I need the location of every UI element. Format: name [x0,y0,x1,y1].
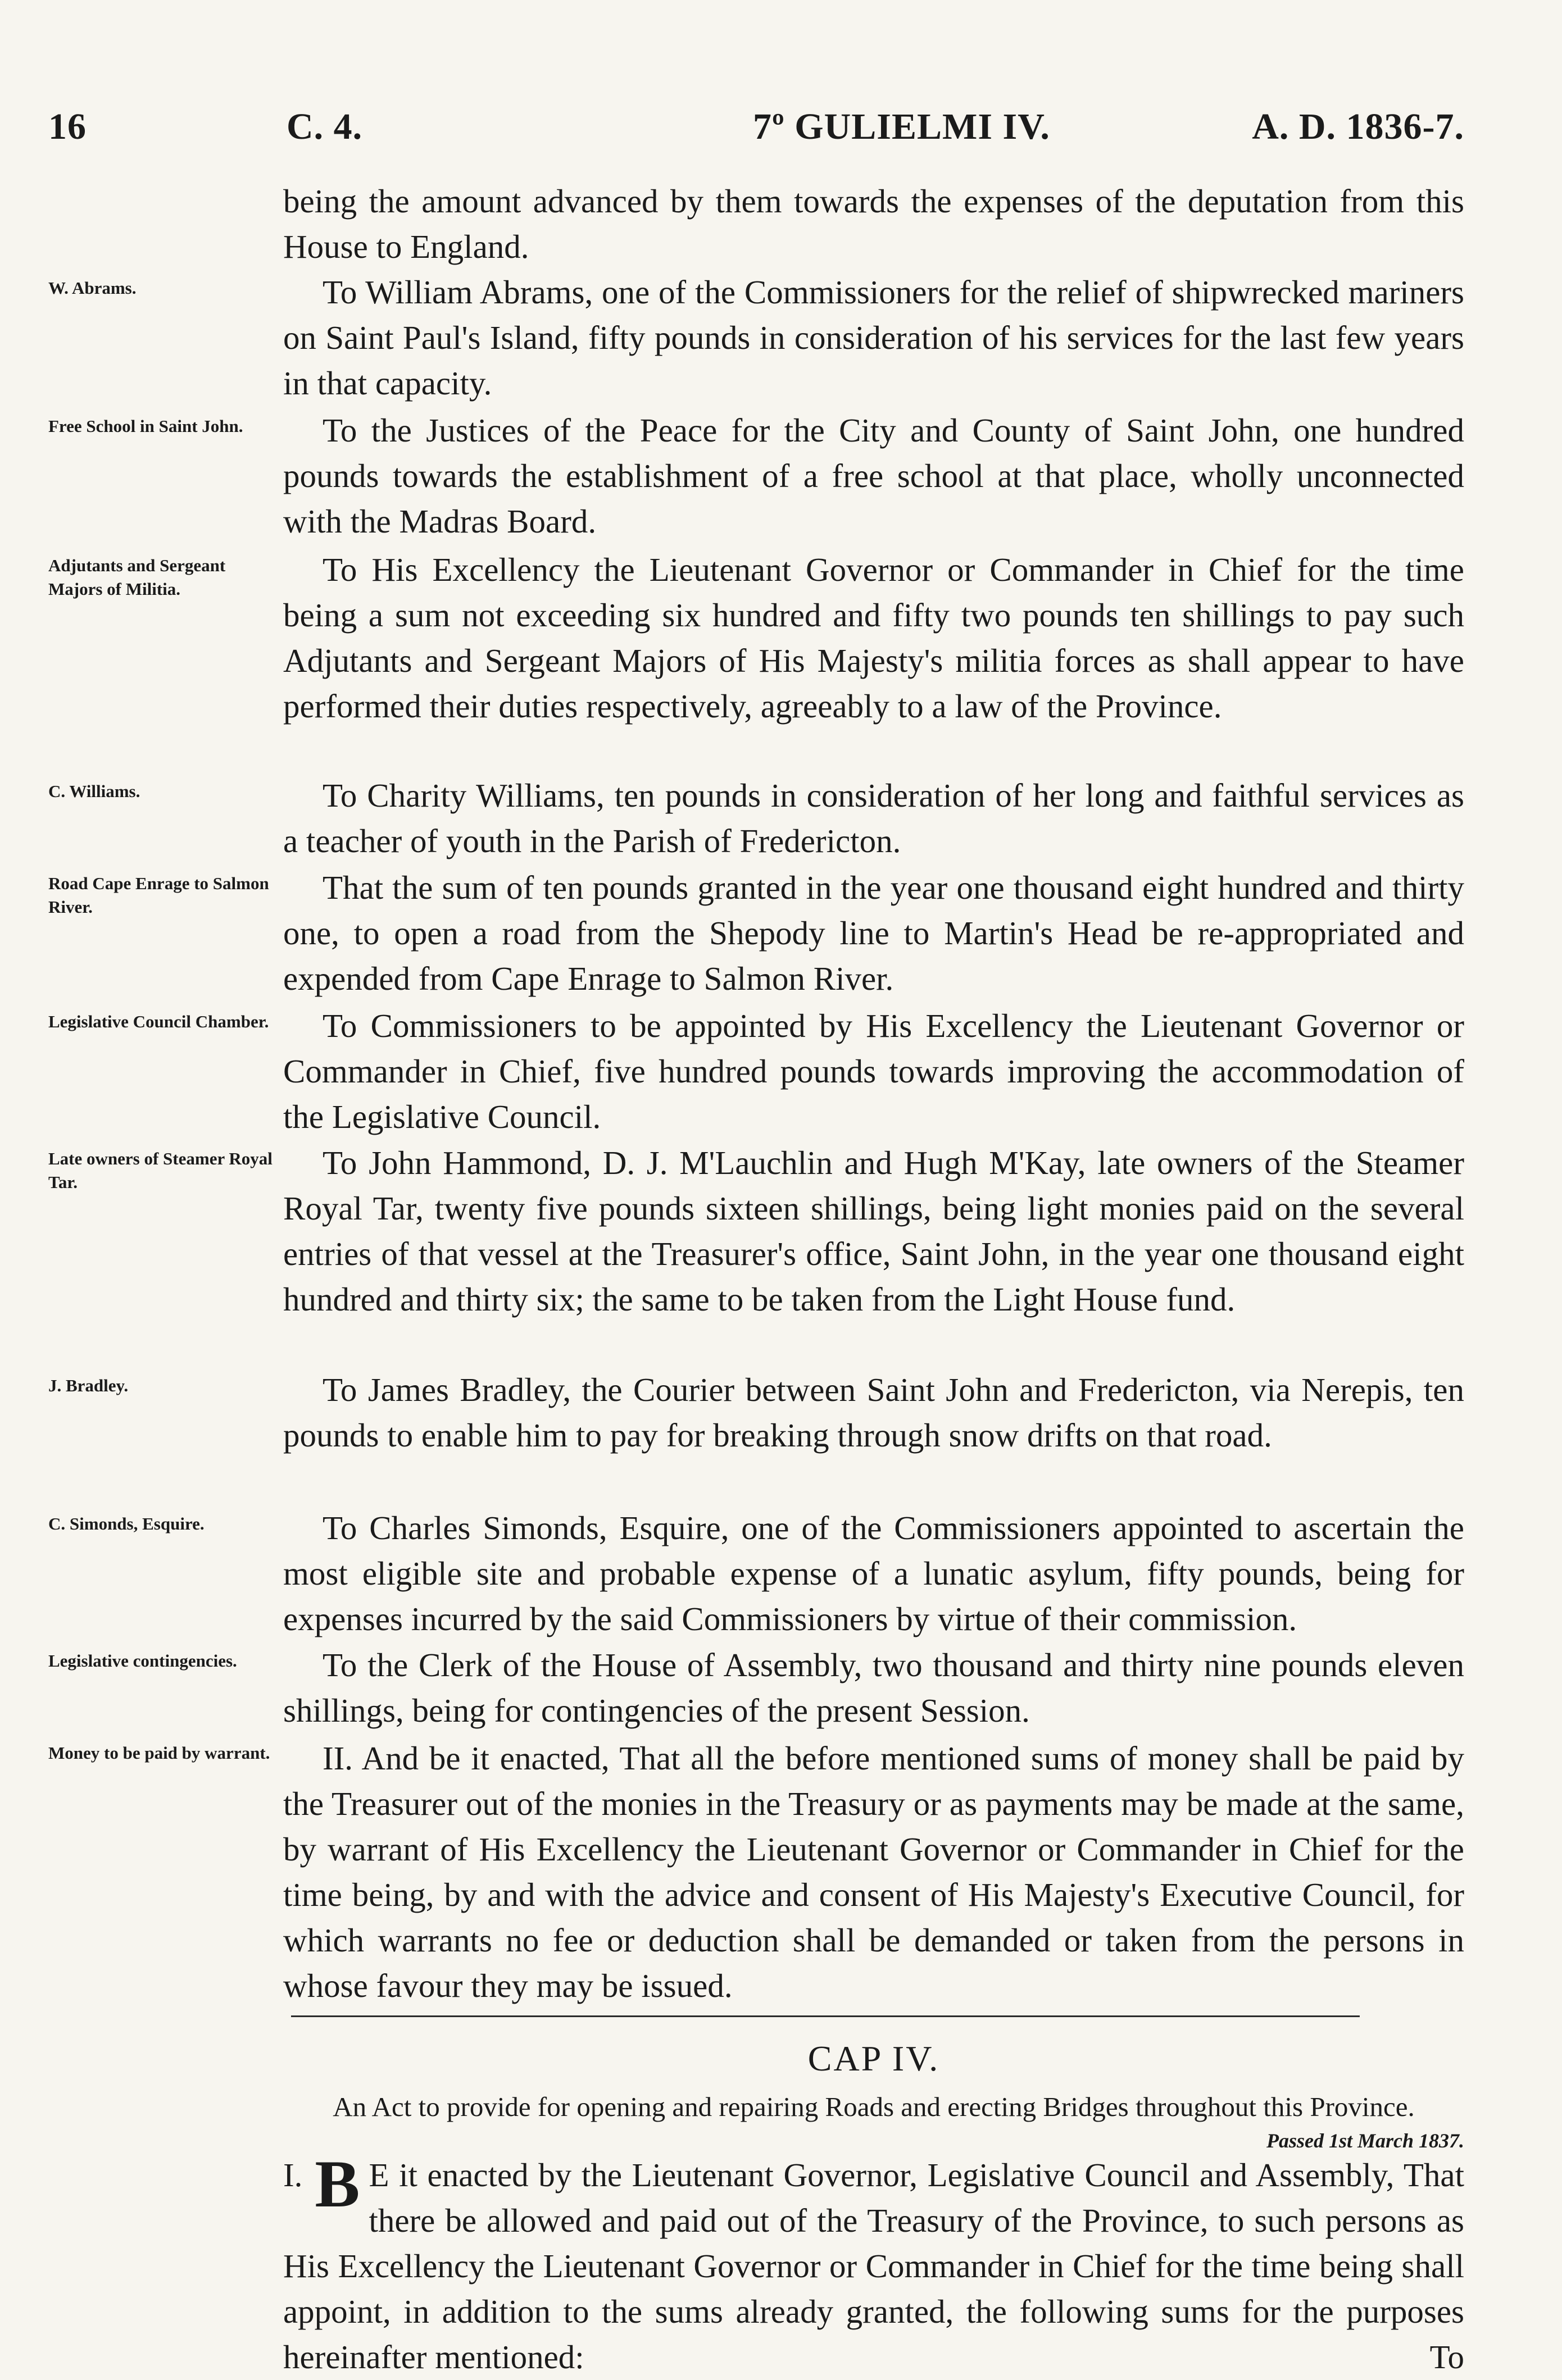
entry-text: To John Hammond, D. J. M'Lauchlin and Hugh M'Kay, late owners of the Steamer Royal Tar, twenty five pounds sixteen shillings, being light monies paid on the several entries of that vessel at the Treasurer's office, Saint John, in the year one thousand eight hundred and thirty six; the same to be taken from the Light House fund. [283,1144,1464,1318]
margin-note: C. Williams. [48,781,140,801]
entry-text: To Charles Simonds, Esquire, one of the Commissioners appointed to ascertain the most eligible site and probable expense of a lunatic asylum, fifty pounds, being for expenses incurred by the said Commissioners by virtue of their commission. [283,1509,1464,1637]
margin-note: Money to be paid by warrant. [48,1743,270,1763]
page-number: 16 [48,106,87,147]
section-divider [291,2015,1360,2017]
drop-cap: B [315,2146,360,2221]
entry-text: II. And be it enacted, That all the before mentioned sums of money shall be paid by the Treasurer out of the monies in the Treasury or as payments may be made at the same, by warrant of His Excellency the Lieutenant Governor or Commander in Chief for the time being, by and with the advice and consent of His Majesty's Executive Council, for which warrants no fee or deduction shall be demanded or taken from the persons in whose favour they may be issued. [283,1740,1464,2004]
cap-heading: CAP IV. [807,2038,940,2078]
entry-text: To James Bradley, the Courier between Saint John and Fredericton, via Nerepis, ten pounds to enable him to pay for breaking through snow drifts on that road. [283,1371,1464,1454]
margin-note: Legislative Council Chamber. [48,1012,269,1031]
margin-note: Free School in Saint John. [48,416,243,436]
margin-note: J. Bradley. [48,1376,129,1395]
entry-text: That the sum of ten pounds granted in the year one thousand eight hundred and thirty one, to open a road from the Shepody line to Martin's Head be re-appropriated and expended from Cape Enrage to Salmon River. [283,869,1464,997]
entry-text: To His Excellency the Lieutenant Governor or Commander in Chief for the time being a sum not exceeding six hundred and fifty two pounds ten shillings to pay such Adjutants and Sergeant Majors of His Majesty's militia forces as shall appear to have performed their duties respectively, agreeably to a law of the Province. [283,551,1464,725]
entry-text: To the Clerk of the House of Assembly, two thousand and thirty nine pounds eleven shillings, being for contingencies of the present Session. [283,1646,1464,1729]
margin-note: Legislative contingencies. [48,1651,237,1671]
running-head [48,106,1464,156]
margin-note: W. Abrams. [48,278,137,298]
enacting-clause [283,2146,1464,2376]
margin-note: C. Simonds, Esquire. [48,1514,205,1533]
entry-text: To the Justices of the Peace for the City and County of Saint John, one hundred pounds towards the establishment of a free school at that place, wholly unconnected with the Madras Board. [283,412,1464,540]
regnal-year: 7º GULIELMI IV. [753,106,1050,147]
passed-date: Passed 1st March 1837. [1266,2129,1464,2152]
section-number: I. [283,2156,303,2194]
entry-text: To Charity Williams, ten pounds in consideration of her long and faithful services as a teacher of youth in the Parish of Fredericton. [283,777,1464,859]
margin-note: Adjutants and Sergeant Majors of Militia. [48,556,226,599]
year-label: A. D. 1836-7. [1252,106,1464,147]
enacting-text: E it enacted by the Lieutenant Governor, Legislative Council and Assembly, That there be allowed and paid out of the Treasury of the Province, to such persons as His Excellency the Lieutenant Governor or Commander in Chief for the time being shall appoint, in addition to the sums already granted, the following sums for the purposes hereinafter mentioned: [283,2156,1464,2376]
act-title: An Act to provide for opening and repairing Roads and erecting Bridges throughout this Province. [333,2091,1415,2122]
catchword: To [1429,2338,1464,2376]
entry-text: being the amount advanced by them towards the expenses of the deputation from this House to England. [283,183,1464,265]
margin-note: Road Cape Enrage to Salmon River. [48,873,269,917]
margin-note: Late owners of Steamer Royal Tar. [48,1149,273,1192]
entry-text: To William Abrams, one of the Commissioners for the relief of shipwrecked mariners on Saint Paul's Island, fifty pounds in consideration of his services for the last few years in that capacity. [283,274,1464,402]
entry-text: To Commissioners to be appointed by His Excellency the Lieutenant Governor or Commander in Chief, five hundred pounds towards improving the accommodation of the Legislative Council. [283,1007,1464,1135]
chapter-label: C. 4. [287,106,363,147]
